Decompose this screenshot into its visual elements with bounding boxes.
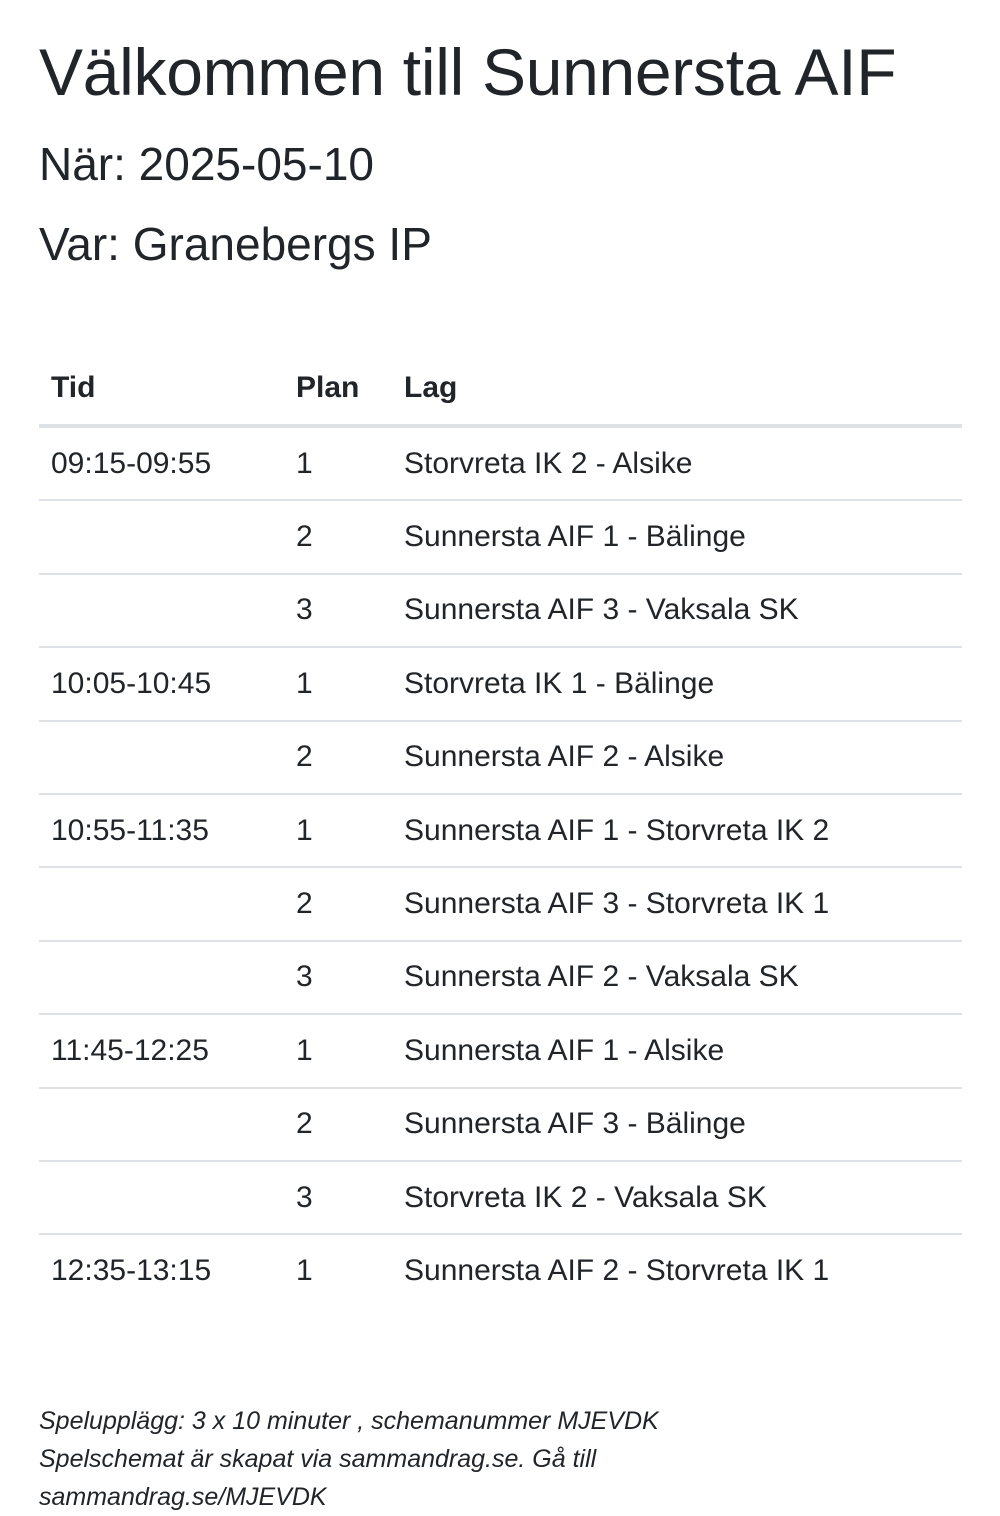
cell-lag: Sunnersta AIF 2 - Alsike [392, 721, 962, 794]
cell-plan: 3 [284, 941, 392, 1014]
cell-lag: Sunnersta AIF 2 - Storvreta IK 1 [392, 1234, 962, 1306]
cell-plan: 2 [284, 1088, 392, 1161]
cell-lag: Storvreta IK 2 - Vaksala SK [392, 1161, 962, 1234]
table-row [39, 867, 962, 940]
cell-tid: 11:45-12:25 [39, 1014, 284, 1087]
cell-lag: Sunnersta AIF 3 - Bälinge [392, 1088, 962, 1161]
cell-plan: 2 [284, 867, 392, 940]
cell-tid: 12:35-13:15 [39, 1234, 284, 1306]
cell-plan: 1 [284, 647, 392, 720]
table-row [39, 721, 962, 794]
cell-tid [39, 574, 284, 647]
column-header-tid: Tid [39, 352, 284, 426]
event-date: När: 2025-05-10 [39, 138, 374, 190]
cell-plan: 1 [296, 446, 313, 480]
cell-plan: 1 [284, 1234, 392, 1306]
table-row [39, 1234, 962, 1306]
column-header-lag: Lag [392, 352, 962, 426]
cell-plan: 3 [284, 1161, 392, 1234]
cell-tid: 09:15-09:55 [51, 446, 212, 480]
footer-note [39, 1402, 962, 1516]
table-row [39, 574, 962, 647]
cell-tid [39, 500, 284, 573]
cell-lag: Sunnersta AIF 2 - Vaksala SK [392, 941, 962, 1014]
table-row [39, 1161, 962, 1234]
table-row [39, 500, 962, 573]
schedule-table-header [39, 352, 962, 426]
cell-lag: Sunnersta AIF 1 - Bälinge [392, 500, 962, 573]
table-row [39, 426, 962, 500]
cell-lag: Sunnersta AIF 1 - Alsike [392, 1014, 962, 1087]
footer-line-source: Spelschemat är skapat via sammandrag.se. Gå till [39, 1445, 597, 1473]
column-header-plan: Plan [284, 352, 392, 426]
cell-plan: 1 [284, 1014, 392, 1087]
table-row [39, 1088, 962, 1161]
cell-tid [39, 941, 284, 1014]
table-row [39, 794, 962, 867]
cell-lag: Storvreta IK 1 - Bälinge [392, 647, 962, 720]
table-row [39, 941, 962, 1014]
cell-tid [39, 1161, 284, 1234]
schedule-table-body [39, 426, 962, 1307]
cell-plan: 2 [284, 721, 392, 794]
header-row [39, 352, 962, 426]
table-row [39, 1014, 962, 1087]
cell-tid: 10:55-11:35 [39, 794, 284, 867]
cell-plan: 3 [284, 574, 392, 647]
table-row [39, 647, 962, 720]
cell-tid [39, 721, 284, 794]
cell-tid: 10:05-10:45 [39, 647, 284, 720]
cell-plan: 2 [284, 500, 392, 573]
cell-lag: Sunnersta AIF 1 - Storvreta IK 2 [392, 794, 962, 867]
cell-plan: 1 [284, 794, 392, 867]
cell-lag: Sunnersta AIF 3 - Vaksala SK [392, 574, 962, 647]
event-location: Var: Granebergs IP [39, 218, 432, 270]
footer-link[interactable]: sammandrag.se/MJEVDK [39, 1483, 327, 1511]
page-title: Välkommen till Sunnersta AIF [39, 35, 897, 109]
schedule-table [39, 352, 962, 1307]
footer-line-format: Spelupplägg: 3 x 10 minuter , schemanummer MJEVDK [39, 1407, 659, 1435]
cell-tid [39, 1088, 284, 1161]
cell-lag: Storvreta IK 2 - Alsike [404, 446, 693, 480]
cell-lag: Sunnersta AIF 3 - Storvreta IK 1 [392, 867, 962, 940]
cell-tid [39, 867, 284, 940]
